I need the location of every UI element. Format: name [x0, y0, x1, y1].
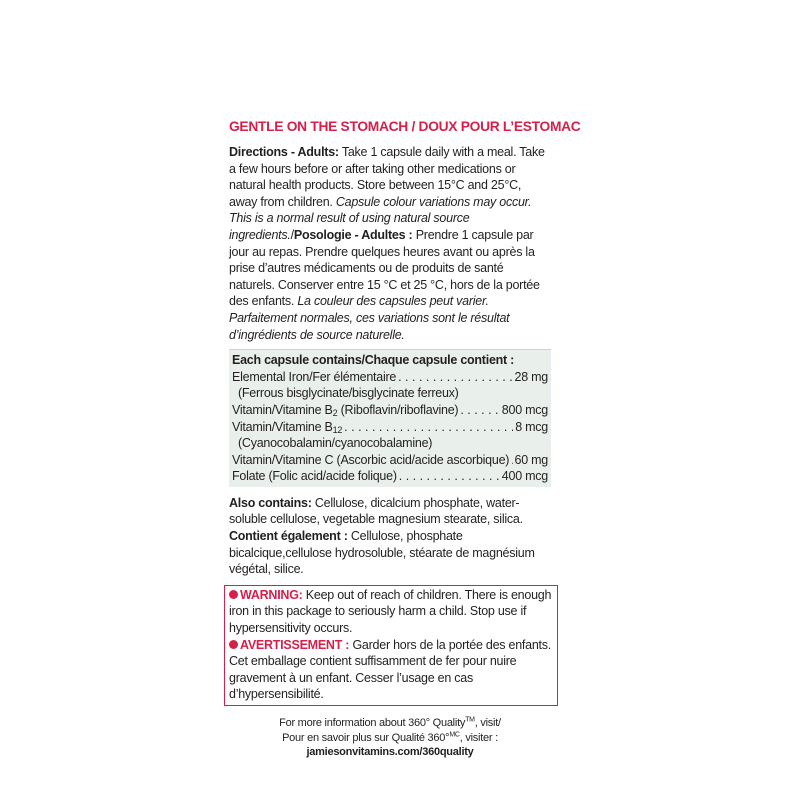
- also-fr-text: Cellulose, phosphate bicalcique,cellulose hydrosoluble, stéarate de magnésium végétal, silice.: [229, 529, 535, 577]
- directions-separator: /: [290, 227, 294, 242]
- ingredient-amount: 8 mcg: [515, 419, 548, 434]
- warning-en-text: Keep out of reach of children. There is enough iron in this package to seriously harm a child. Stop use if hypersensitivity occurs.: [229, 587, 552, 636]
- ingredient-amount: 400 mcg: [501, 469, 548, 484]
- also-en-text: Cellulose, dicalcium phosphate, water-soluble cellulose, vegetable magnesium stearate, silica.: [229, 495, 523, 527]
- directions-en-text: Take 1 capsule daily with a meal. Take a few hours before or after taking other medications or natural health products. Store between 15°C and 25°C, away from children.: [229, 145, 545, 209]
- footer-text: , visit/: [474, 717, 501, 729]
- ingredient-note: (Cyanocobalamin/cyanocobalamine): [238, 436, 433, 451]
- trademark-mark: MC: [449, 730, 460, 738]
- ingredient-row: [232, 369, 548, 386]
- ingredient-name-part: (Riboflavin/riboflavine): [337, 402, 459, 417]
- leader-dots: [399, 468, 500, 485]
- directions-fr-note: La couleur des capsules peut varier. Parfaitement normales, ces variations sont le résultat d’ingrédients de source naturelle.: [229, 294, 510, 342]
- ingredients-header: Each capsule contains/Chaque capsule contient :: [232, 353, 515, 368]
- footer-text: , visiter :: [459, 731, 498, 744]
- directions-section: [229, 144, 551, 343]
- ingredient-row: [232, 468, 548, 485]
- ingredient-amount: 28 mg: [514, 369, 548, 384]
- directions-fr-label: Posologie - Adultes :: [293, 227, 413, 242]
- ingredient-subscript: 12: [332, 424, 343, 435]
- ingredient-name: [232, 402, 458, 419]
- other-ingredients: [229, 495, 551, 578]
- ingredient-amount: 60 mg: [514, 452, 548, 467]
- ingredient-name-part: Vitamin/Vitamine B: [232, 402, 333, 417]
- leader-dots: [344, 419, 513, 436]
- ingredients-table: [229, 350, 551, 487]
- ingredient-row: [232, 402, 548, 419]
- warning-box: [224, 585, 558, 706]
- leader-dots: [460, 402, 499, 419]
- ingredient-name: [232, 419, 342, 436]
- ingredient-note: (Ferrous bisglycinate/bisglycinate ferreux): [238, 386, 459, 401]
- ingredient-name: Vitamin/Vitamine C (Ascorbic acid/acide ascorbique): [232, 452, 510, 467]
- footer-line-fr: [229, 731, 551, 746]
- footer-text: For more information about 360° Quality: [279, 717, 466, 729]
- ingredient-name: Folate (Folic acid/acide folique): [232, 469, 397, 484]
- trademark-mark: TM: [465, 716, 475, 724]
- also-fr-label: Contient également :: [229, 529, 348, 544]
- ingredient-row: [232, 419, 548, 436]
- footer: [229, 716, 551, 760]
- warning-fr-text: Garder hors de la portée des enfants. Cet emballage contient suffisamment de fer pour nuire gravement à un enfant. Cesser l’usage en cas d’hypersensibilité.: [229, 637, 551, 702]
- panel-title: GENTLE ON THE STOMACH / DOUX POUR L’ESTOMAC: [229, 119, 581, 134]
- ingredient-name-part: Vitamin/Vitamine B: [232, 419, 333, 434]
- directions-en-note: Capsule colour variations may occur. This is a normal result of using natural source ingredients.: [229, 194, 532, 242]
- directions-en-label: Directions - Adults:: [229, 145, 339, 159]
- ingredient-row: [232, 452, 548, 469]
- leader-dots: [398, 369, 512, 386]
- warning-fr-label: AVERTISSEMENT :: [240, 637, 350, 652]
- label-panel: [229, 118, 581, 760]
- leader-dots: [511, 452, 512, 469]
- footer-text: Pour en savoir plus sur Qualité 360°: [282, 731, 450, 744]
- warning-bullet-icon: [229, 640, 238, 649]
- warning-en-label: WARNING:: [240, 587, 303, 602]
- footer-line-en: [229, 716, 551, 731]
- ingredient-amount: 800 mcg: [501, 402, 548, 417]
- directions-fr-text: Prendre 1 capsule par jour au repas. Prendre quelques heures avant ou après la prise d’autres médicaments ou de produits de santé naturels. Conserver entre 15 °C et 25 °C, hors de la portée des enfants.: [229, 227, 540, 309]
- ingredient-subscript: 2: [332, 407, 338, 418]
- footer-url: jamiesonvitamins.com/360quality: [306, 746, 474, 758]
- also-en-label: Also contains:: [229, 495, 312, 510]
- ingredient-name: Elemental Iron/Fer élémentaire: [232, 369, 397, 384]
- warning-bullet-icon: [229, 590, 238, 599]
